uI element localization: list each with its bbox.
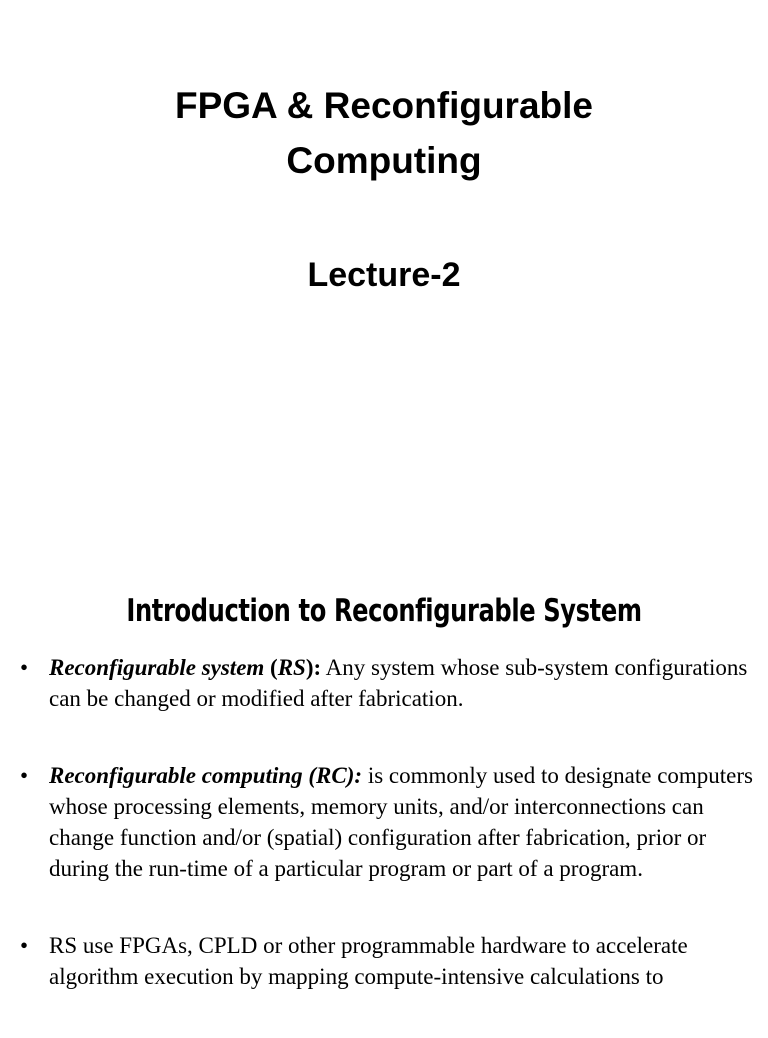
slide-title-line-1: FPGA & Reconfigurable: [174, 85, 593, 126]
bullet-item-reconfigurable-system: [0, 652, 768, 714]
term-abbr: RS: [277, 655, 306, 680]
bullet-list: [0, 652, 768, 1038]
bullet-item-reconfigurable-computing: [0, 760, 768, 884]
bullet-mark: •: [20, 763, 29, 788]
term-paren-open: (: [264, 655, 278, 680]
term-paren-close: ):: [305, 655, 322, 680]
term-reconfigurable-system: [49, 655, 321, 680]
bullet-text: Any system whose sub-system configurations can be changed or modified after fabrication.: [49, 655, 748, 711]
bullet-mark: •: [20, 933, 29, 958]
bullet-mark: •: [20, 655, 29, 680]
section-heading: Introduction to Reconfigurable System: [126, 593, 642, 629]
bullet-text: RS use FPGAs, CPLD or other programmable hardware to accelerate algorithm execution by mapping compute-intensive calculations to: [49, 933, 688, 989]
term-reconfigurable-computing: Reconfigurable computing (RC):: [49, 763, 363, 788]
bullet-item-rs-use-fpgas: [0, 930, 768, 992]
slide-title-line-2: Computing: [286, 140, 482, 181]
slide-title-block: [0, 78, 768, 294]
term-main: Reconfigurable system: [49, 655, 265, 680]
bullet-text: is commonly used to designate computers whose processing elements, memory units, and/or interconnections can change function and/or (spatial) configuration after fabrication, prior or during the run-time of a particular program or part of a program.: [49, 763, 753, 881]
lecture-label: Lecture-2: [307, 256, 461, 294]
